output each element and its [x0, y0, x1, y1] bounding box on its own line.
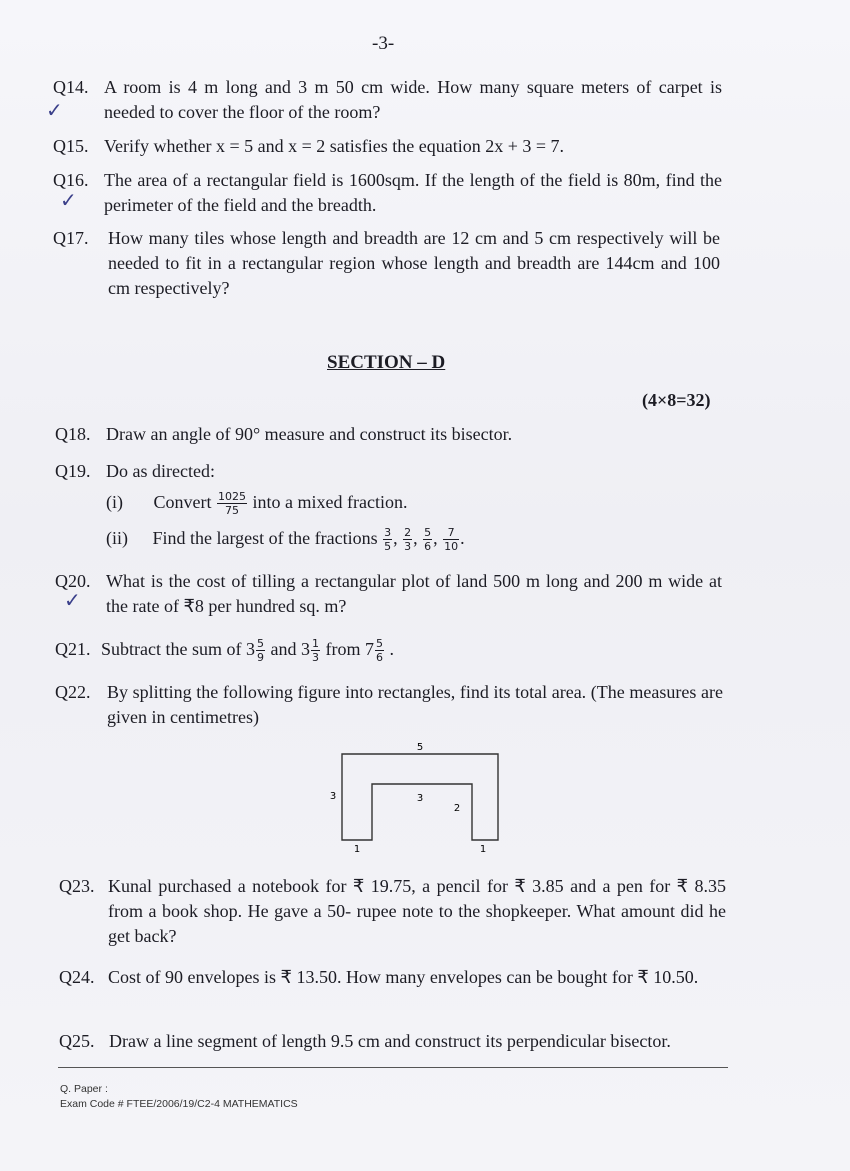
- question-19-part-ii: (ii) Find the largest of the fractions $\frac{3}{5}$ , $\frac{2}{3}$ , $\frac{5}{6}$ , $\frac{7}{10}$ .: [106, 526, 465, 554]
- question-text: and 3: [270, 639, 310, 659]
- fraction: $\frac{7}{10}$: [444, 526, 459, 554]
- composite-figure: [326, 742, 506, 854]
- question-text: What is the cost of tilling a rectangular plot of land 500 m long and 200 m wide at the rate of ₹8 per hundred sq. m?: [106, 571, 722, 616]
- question-text: Subtract the sum of 3: [101, 639, 255, 659]
- label-left: 3: [329, 791, 337, 802]
- question-number: Q17.: [53, 228, 89, 248]
- fraction: $\frac{5}{9}$: [256, 637, 264, 665]
- question-number: Q22.: [55, 682, 91, 702]
- label-inner-right: 2: [453, 803, 461, 814]
- question-text: Kunal purchased a notebook for ₹ 19.75, a pencil for ₹ 3.85 and a pen for ₹ 8.35 from a book shop. He gave a 50- rupee note to the shopkeeper. What amount did he get back?: [108, 876, 726, 946]
- question-number: Q23.: [59, 876, 95, 896]
- part-label: (i): [106, 492, 123, 512]
- fraction: $\frac{5}{6}$: [424, 526, 432, 554]
- question-number: Q24.: [59, 967, 95, 987]
- question-text: By splitting the following figure into rectangles, find its total area. (The measures are given in centimetres): [107, 682, 723, 727]
- fraction: $\frac{2}{3}$: [404, 526, 412, 554]
- question-number: Q16.: [53, 170, 89, 190]
- fraction: $\frac{1}{3}$: [311, 637, 319, 665]
- question-text: How many tiles whose length and breadth are 12 cm and 5 cm respectively will be needed to fit in a rectangular region whose length and breadth are 144cm and 100 cm respectively?: [108, 228, 720, 298]
- label-bottom-left: 1: [353, 844, 361, 854]
- question-text: Do as directed:: [106, 461, 215, 481]
- question-text: from 7: [325, 639, 374, 659]
- check-mark-icon: ✓: [46, 98, 63, 122]
- question-21: [55, 637, 394, 664]
- question-number: Q19.: [55, 461, 91, 481]
- question-text: Draw a line segment of length 9.5 cm and construct its perpendicular bisector.: [109, 1031, 671, 1051]
- question-text: The area of a rectangular field is 1600sqm. If the length of the field is 80m, find the perimeter of the field and the breadth.: [104, 170, 722, 215]
- check-mark-icon: ✓: [64, 588, 81, 612]
- footer-divider: [58, 1067, 728, 1068]
- page-number: -3-: [372, 33, 395, 54]
- label-inner-top: 3: [416, 793, 424, 804]
- label-top: 5: [416, 742, 424, 753]
- question-text: Draw an angle of 90° measure and construct its bisector.: [106, 424, 513, 444]
- fraction: $\frac{5}{6}$: [375, 637, 383, 665]
- question-19-part-i: [106, 490, 407, 517]
- question-text: Cost of 90 envelopes is ₹ 13.50. How many envelopes can be bought for ₹ 10.50.: [108, 967, 699, 987]
- question-number: Q14.: [53, 77, 89, 97]
- question-text: Verify whether x = 5 and x = 2 satisfies the equation 2x + 3 = 7.: [104, 136, 565, 156]
- label-bottom-right: 1: [479, 844, 487, 854]
- part-text: into a mixed fraction.: [252, 492, 408, 512]
- question-text: .: [389, 639, 394, 659]
- question-text: A room is 4 m long and 3 m 50 cm wide. How many square meters of carpet is needed to cover the floor of the room?: [104, 77, 722, 122]
- fraction: $\frac{3}{5}$: [384, 526, 392, 554]
- check-mark-icon: ✓: [60, 188, 77, 212]
- part-label: (ii): [106, 528, 128, 548]
- fraction: $\frac{1025}{75}$: [218, 490, 246, 518]
- footer-exam-code: Exam Code # FTEE/2006/19/C2-4 MATHEMATICS: [60, 1098, 298, 1110]
- part-text: Find the largest of the fractions: [152, 528, 378, 548]
- section-title: SECTION – D: [327, 352, 446, 373]
- question-number: Q21.: [55, 639, 91, 659]
- question-number: Q25.: [59, 1031, 95, 1051]
- question-number: Q15.: [53, 136, 89, 156]
- footer-paper: Q. Paper :: [60, 1083, 108, 1095]
- part-text: Convert: [153, 492, 212, 512]
- question-number: Q20.: [55, 571, 91, 591]
- section-marks: (4×8=32): [642, 390, 711, 410]
- question-number: Q18.: [55, 424, 91, 444]
